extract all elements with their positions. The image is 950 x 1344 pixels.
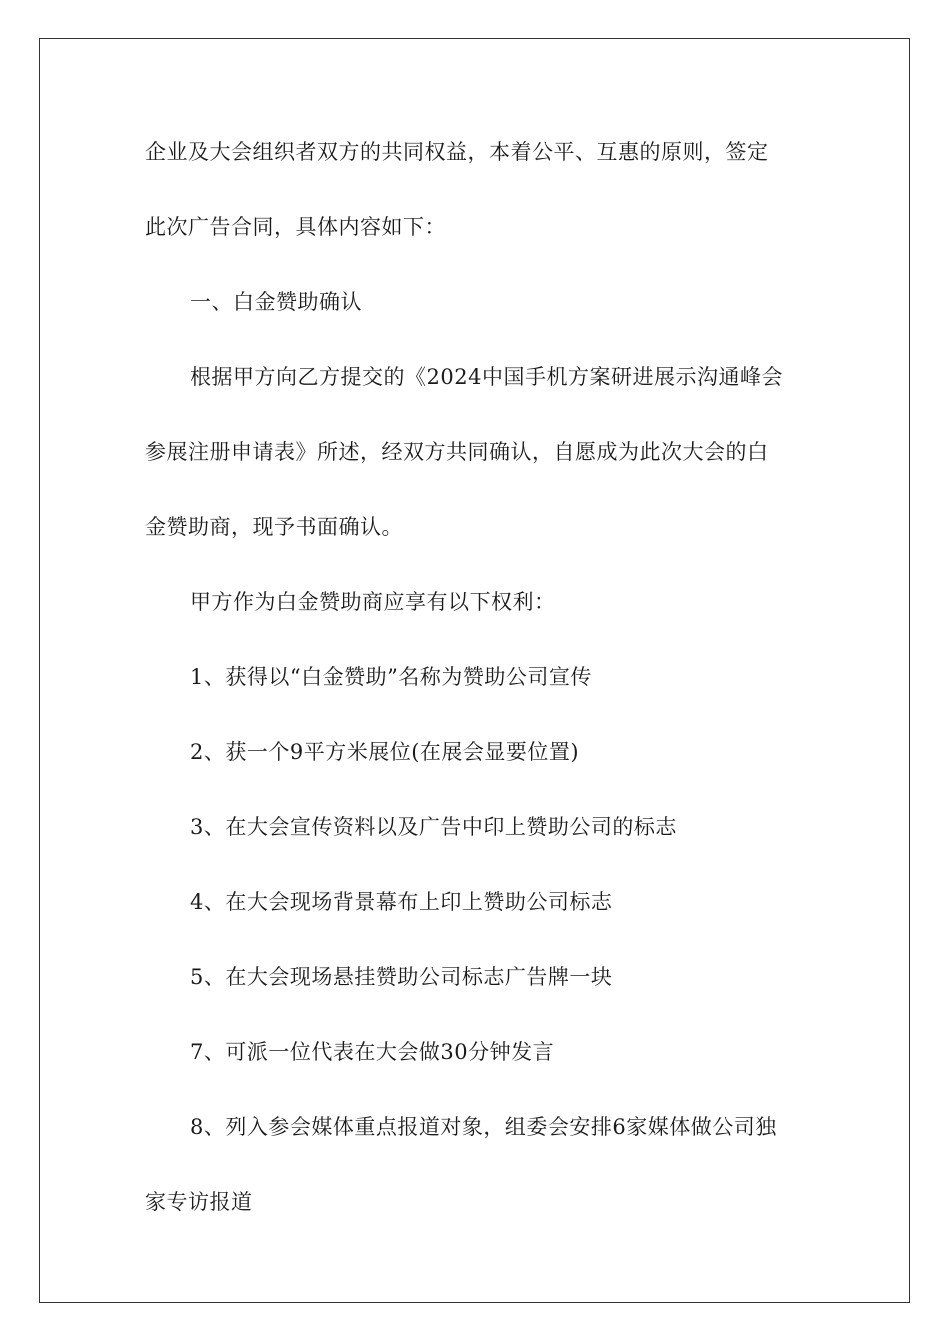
section-heading: 一、白金赞助确认 [190,290,362,314]
rights-item-2: 2、获一个9平方米展位(在展会显要位置) [190,740,580,764]
rights-item-8: 8、列入参会媒体重点报道对象，组委会安排6家媒体做公司独 [190,1115,777,1139]
paragraph-line-5: 参展注册申请表》所述，经双方共同确认，自愿成为此次大会的白 [145,440,769,464]
rights-item-4: 4、在大会现场背景幕布上印上赞助公司标志 [190,890,613,914]
rights-intro: 甲方作为白金赞助商应享有以下权利： [190,590,556,614]
rights-item-1: 1、获得以“白金赞助”名称为赞助公司宣传 [190,665,592,689]
paragraph-line-6: 金赞助商，现予书面确认。 [145,515,403,539]
rights-item-5: 5、在大会现场悬挂赞助公司标志广告牌一块 [190,965,613,989]
paragraph-line-2: 此次广告合同，具体内容如下： [145,215,446,239]
paragraph-line-1: 企业及大会组织者双方的共同权益，本着公平、互惠的原则，签定 [145,140,769,164]
rights-item-8-continued: 家专访报道 [145,1190,253,1214]
rights-item-7: 7、可派一位代表在大会做30分钟发言 [190,1040,555,1064]
paragraph-line-4: 根据甲方向乙方提交的《2024中国手机方案研进展示沟通峰会 [190,365,783,389]
rights-item-3: 3、在大会宣传资料以及广告中印上赞助公司的标志 [190,815,677,839]
